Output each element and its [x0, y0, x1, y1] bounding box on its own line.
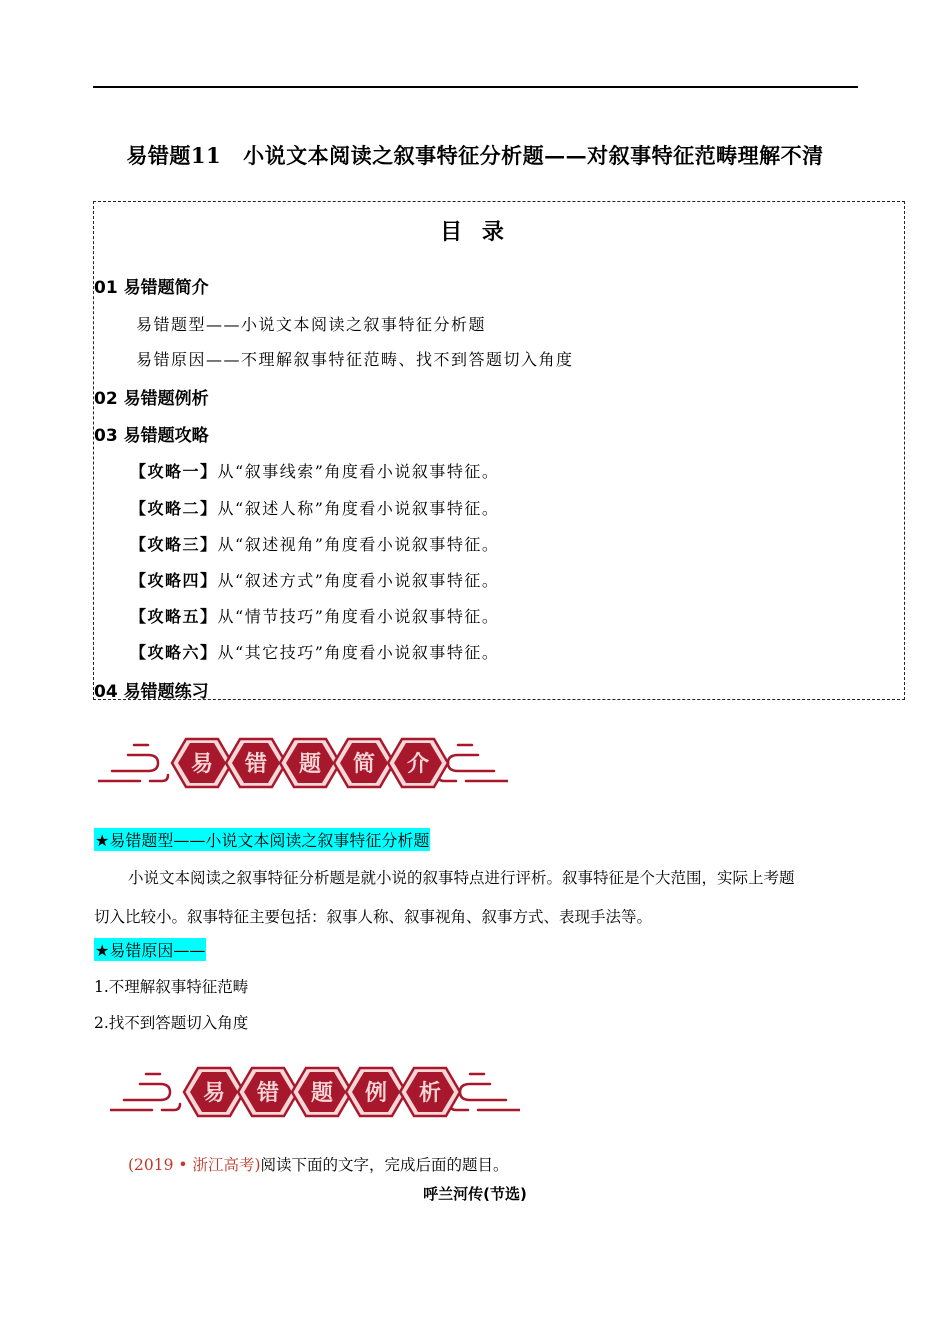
banner-hex-4	[334, 739, 394, 787]
strategy-text: 从“叙述视角”角度看小说叙事特征。	[217, 535, 500, 554]
strategy-label: 【攻略一】	[130, 462, 218, 481]
toc-section-intro[interactable]: 01 易错题简介	[94, 278, 209, 298]
passage-title: 呼兰河传(节选)	[423, 1185, 527, 1203]
banner-char: 题	[298, 752, 322, 777]
toc-section-example[interactable]: 02 易错题例析	[94, 389, 209, 409]
toc-strategy-1[interactable]	[130, 459, 499, 482]
strategy-label: 【攻略二】	[130, 499, 218, 518]
intro-paragraph-line2: 切入比较小。叙事特征主要包括：叙事人称、叙事视角、叙事方式、表现手法等。	[94, 908, 653, 926]
banner-char: 易	[202, 1081, 226, 1106]
banner-char: 错	[244, 752, 268, 777]
banner-hex-5	[400, 1068, 460, 1116]
strategy-label: 【攻略五】	[130, 607, 218, 626]
toc-item-reason[interactable]: 易错原因——不理解叙事特征范畴、找不到答题切入角度	[136, 350, 574, 369]
toc-strategy-3[interactable]	[130, 532, 499, 555]
banner-char: 简	[352, 752, 376, 777]
banner-hex-2	[226, 739, 286, 787]
exam-source: (2019 • 浙江高考)	[128, 1156, 261, 1174]
strategy-label: 【攻略六】	[130, 643, 218, 662]
strategy-label: 【攻略四】	[130, 571, 218, 590]
intro-paragraph-line1: 小说文本阅读之叙事特征分析题是就小说的叙事特点进行评析。叙事特征是个大范围，实际上考题	[128, 869, 795, 887]
example-instruction-line	[128, 1153, 509, 1175]
strategy-text: 从“其它技巧”角度看小说叙事特征。	[217, 643, 500, 662]
toc-strategy-5[interactable]	[130, 604, 499, 627]
cloud-scroll-left	[98, 745, 168, 781]
reason-item-1: 1.不理解叙事特征范畴	[94, 978, 249, 996]
banner-hex-3	[280, 739, 340, 787]
instruction-text: 阅读下面的文字，完成后面的题目。	[260, 1156, 509, 1174]
section-banner-example	[110, 1062, 520, 1122]
strategy-text: 从“叙述方式”角度看小说叙事特征。	[217, 571, 500, 590]
banner-char: 易	[190, 752, 214, 777]
toc-heading: 目 录	[440, 220, 510, 245]
section-banner-intro	[98, 733, 508, 793]
toc-section-strategy[interactable]: 03 易错题攻略	[94, 426, 209, 446]
banner-hex-2	[238, 1068, 298, 1116]
banner-hex-3	[292, 1068, 352, 1116]
banner-char: 例	[364, 1081, 388, 1106]
banner-hex-1	[172, 739, 232, 787]
banner-hex-4	[346, 1068, 406, 1116]
strategy-text: 从“叙事线索”角度看小说叙事特征。	[217, 462, 500, 481]
strategy-text: 从“叙述人称”角度看小说叙事特征。	[217, 499, 500, 518]
strategy-label: 【攻略三】	[130, 535, 218, 554]
toc-strategy-4[interactable]	[130, 568, 499, 591]
banner-hex-5	[388, 739, 448, 787]
banner-ornament	[98, 733, 508, 793]
reason-item-2: 2.找不到答题切入角度	[94, 1014, 249, 1032]
banner-char: 题	[310, 1081, 334, 1106]
toc-item-type[interactable]: 易错题型——小说文本阅读之叙事特征分析题	[136, 315, 487, 334]
reason-heading: ★易错原因——	[94, 938, 206, 961]
toc-strategy-2[interactable]	[130, 496, 499, 519]
cloud-scroll-left	[110, 1074, 180, 1110]
type-heading: ★易错题型——小说文本阅读之叙事特征分析题	[94, 828, 430, 851]
strategy-text: 从“情节技巧”角度看小说叙事特征。	[217, 607, 500, 626]
banner-char: 析	[418, 1081, 442, 1106]
title-text: 小说文本阅读之叙事特征分析题——对叙事特征范畴理解不清	[243, 143, 824, 168]
header-rule	[93, 86, 858, 88]
toc-section-practice[interactable]: 04 易错题练习	[94, 682, 209, 702]
banner-hex-1	[184, 1068, 244, 1116]
banner-ornament	[110, 1062, 520, 1122]
toc-strategy-6[interactable]	[130, 640, 499, 663]
banner-char: 错	[256, 1081, 280, 1106]
page-title	[0, 140, 950, 170]
title-number: 易错题11	[126, 143, 222, 168]
banner-char: 介	[406, 752, 430, 777]
